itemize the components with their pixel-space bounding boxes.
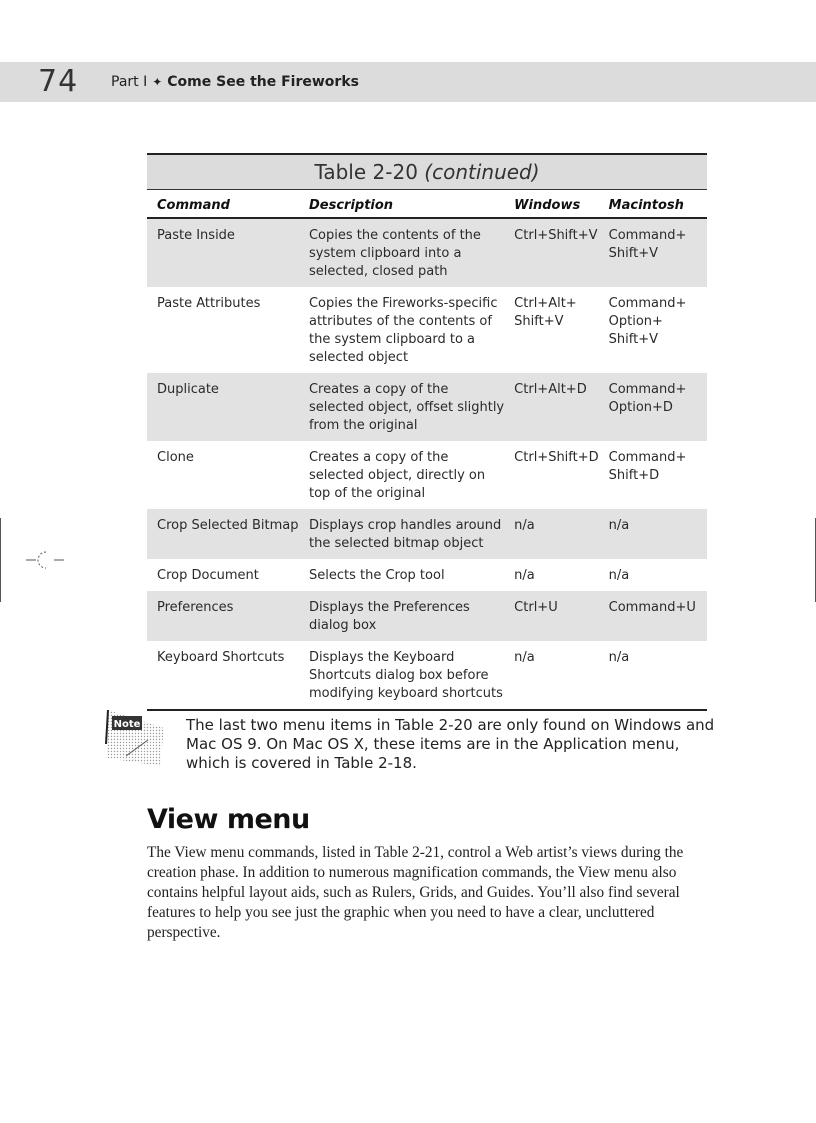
running-head xyxy=(111,74,359,90)
cell-mac: Command+ Shift+V xyxy=(599,218,707,287)
cell-mac: Command+ Shift+D xyxy=(608,450,687,483)
cell-command: Duplicate xyxy=(147,373,299,441)
cell-command: Preferences xyxy=(147,591,299,641)
section-heading: View menu xyxy=(147,804,310,835)
cell-windows: Ctrl+Shift+V xyxy=(504,218,598,287)
cell-description: Creates a copy of the selected object, offset slightly from the original xyxy=(299,373,504,441)
cell-mac: Command+U xyxy=(599,591,707,641)
cell-description: Displays crop handles around the selected bitmap object xyxy=(299,509,504,559)
cell-windows: Ctrl+U xyxy=(504,591,598,641)
table-grid xyxy=(147,190,707,711)
cell-description: Creates a copy of the selected object, directly on top of the original xyxy=(308,450,486,501)
table-title-text: Table 2-20 xyxy=(314,160,418,184)
table-row xyxy=(147,559,707,591)
diamond-separator-icon: ✦ xyxy=(152,75,163,89)
cell-windows: Ctrl+Shift+D xyxy=(514,450,599,465)
cell-windows: n/a xyxy=(514,568,535,583)
note-label: Note xyxy=(113,719,141,730)
note-icon xyxy=(104,708,168,768)
cell-mac: n/a xyxy=(599,509,707,559)
chapter-title: Come See the Fireworks xyxy=(167,74,359,90)
table-title-suffix: (continued) xyxy=(424,160,540,184)
cell-description: Copies the contents of the system clipboard into a selected, closed path xyxy=(299,218,504,287)
column-header: Macintosh xyxy=(599,190,707,218)
column-header: Windows xyxy=(504,190,598,218)
cell-mac: Command+ Option+ Shift+V xyxy=(608,296,687,347)
part-label: Part I xyxy=(111,74,148,90)
cell-mac: n/a xyxy=(599,641,707,710)
table-row xyxy=(147,441,707,509)
table-row xyxy=(147,591,707,641)
table-row xyxy=(147,641,707,710)
registration-mark-icon xyxy=(26,548,66,577)
table-row xyxy=(147,287,707,373)
table-header-row xyxy=(147,190,707,218)
crop-mark-left xyxy=(0,518,1,602)
cell-windows: Ctrl+Alt+D xyxy=(504,373,598,441)
note-text: The last two menu items in Table 2-20 are only found on Windows and Mac OS 9. On Mac OS X, these items are in the Application menu, which is covered in Table 2-18. xyxy=(186,716,715,772)
cell-command: Paste Attributes xyxy=(157,296,261,311)
cell-command: Crop Selected Bitmap xyxy=(147,509,299,559)
table-title xyxy=(147,153,707,190)
table-row xyxy=(147,218,707,287)
column-header: Description xyxy=(299,190,504,218)
cell-command: Paste Inside xyxy=(147,218,299,287)
column-header: Command xyxy=(147,190,299,218)
cell-description: Copies the Fireworks-specific attributes of the contents of the system clipboard to a selected object xyxy=(308,296,498,365)
cell-command: Clone xyxy=(157,450,194,465)
cell-description: Displays the Preferences dialog box xyxy=(299,591,504,641)
cell-description: Selects the Crop tool xyxy=(308,568,445,583)
cell-command: Keyboard Shortcuts xyxy=(147,641,299,710)
body-paragraph: The View menu commands, listed in Table 2-21, control a Web artist’s views during the creation phase. In addition to numerous magnification commands, the View menu also contains helpful layout aids, such as Rulers, Grids, and Guides. You’ll also find several features to help you see just the graphic when you need to have a clear, uncluttered perspective. xyxy=(147,844,684,941)
cell-mac: n/a xyxy=(608,568,630,583)
shortcut-table xyxy=(147,153,707,711)
cell-description: Displays the Keyboard Shortcuts dialog box before modifying keyboard shortcuts xyxy=(299,641,504,710)
table-row xyxy=(147,373,707,441)
page-number: 74 xyxy=(38,64,79,99)
table-row xyxy=(147,509,707,559)
cell-command: Crop Document xyxy=(157,568,259,583)
cell-mac: Command+ Option+D xyxy=(599,373,707,441)
cell-windows: n/a xyxy=(504,641,598,710)
cell-windows: Ctrl+Alt+ Shift+V xyxy=(514,296,577,329)
cell-windows: n/a xyxy=(504,509,598,559)
